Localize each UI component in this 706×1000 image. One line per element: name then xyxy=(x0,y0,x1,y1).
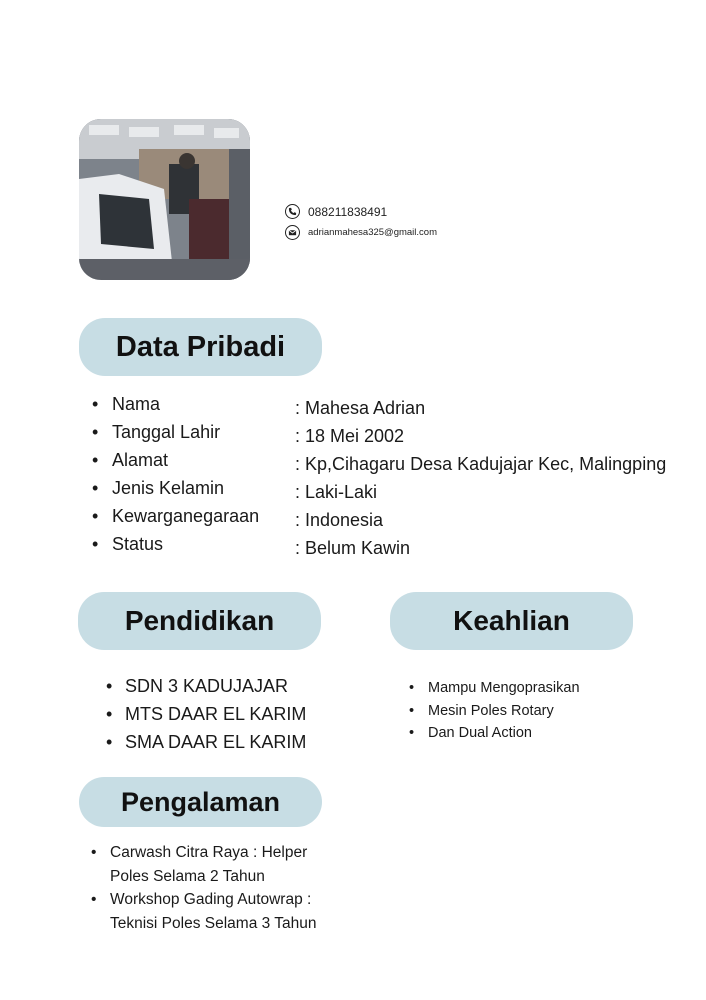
personal-row-nama xyxy=(92,394,702,420)
section-title-data-pribadi: Data Pribadi xyxy=(79,318,322,376)
personal-value: : Mahesa Adrian xyxy=(295,398,426,418)
personal-label: Nama xyxy=(112,394,161,414)
personal-row-kewarganegaraan xyxy=(92,506,702,532)
experience-line: Carwash Citra Raya : Helper xyxy=(110,844,308,861)
personal-row-jenis-kelamin xyxy=(92,478,702,504)
bullet: • xyxy=(92,506,99,526)
skill-item: • Dan Dual Action xyxy=(409,723,580,746)
section-title-pengalaman: Pengalaman xyxy=(79,777,322,827)
personal-label: Alamat xyxy=(112,450,169,470)
skills-list xyxy=(409,678,580,746)
personal-value: : Belum Kawin xyxy=(295,538,411,558)
personal-row-tanggal-lahir xyxy=(92,422,702,448)
personal-value: : Laki-Laki xyxy=(295,482,378,502)
personal-row-status xyxy=(92,534,702,560)
mail-icon xyxy=(285,225,300,240)
experience-item xyxy=(91,888,317,935)
personal-label: Tanggal Lahir xyxy=(112,422,221,442)
education-item: • SMA DAAR EL KARIM xyxy=(106,731,306,759)
personal-label: Kewarganegaraan xyxy=(112,506,260,526)
experience-list xyxy=(91,841,317,935)
skill-item: • Mampu Mengoprasikan xyxy=(409,678,580,701)
education-list xyxy=(106,675,306,759)
personal-label: Status xyxy=(112,534,164,554)
phone-row xyxy=(285,204,387,219)
section-title-keahlian: Keahlian xyxy=(390,592,633,650)
personal-label: Jenis Kelamin xyxy=(112,478,225,498)
bullet: • xyxy=(92,534,99,554)
email-row xyxy=(285,225,437,240)
experience-line: Poles Selama 2 Tahun xyxy=(110,867,265,885)
profile-photo xyxy=(79,119,250,280)
phone-icon xyxy=(285,204,300,219)
email-address[interactable]: adrianmahesa325@gmail.com xyxy=(308,227,437,238)
education-item: • SDN 3 KADUJAJAR xyxy=(106,675,306,703)
personal-value: : 18 Mei 2002 xyxy=(295,426,405,446)
bullet: • xyxy=(92,478,99,498)
experience-line: Teknisi Poles Selama 3 Tahun xyxy=(110,914,317,932)
personal-value: : Indonesia xyxy=(295,510,384,530)
bullet: • xyxy=(92,422,99,442)
personal-row-alamat xyxy=(92,450,702,476)
experience-item xyxy=(91,841,317,888)
education-item: • MTS DAAR EL KARIM xyxy=(106,703,306,731)
personal-value: : Kp,Cihagaru Desa Kadujajar Kec, Malingping xyxy=(295,454,667,474)
bullet: • xyxy=(92,450,99,470)
skill-item: • Mesin Poles Rotary xyxy=(409,701,580,724)
experience-line: Workshop Gading Autowrap : xyxy=(110,891,312,908)
phone-number[interactable]: 088211838491 xyxy=(308,204,388,219)
bullet: • xyxy=(92,394,99,414)
section-title-pendidikan: Pendidikan xyxy=(78,592,321,650)
